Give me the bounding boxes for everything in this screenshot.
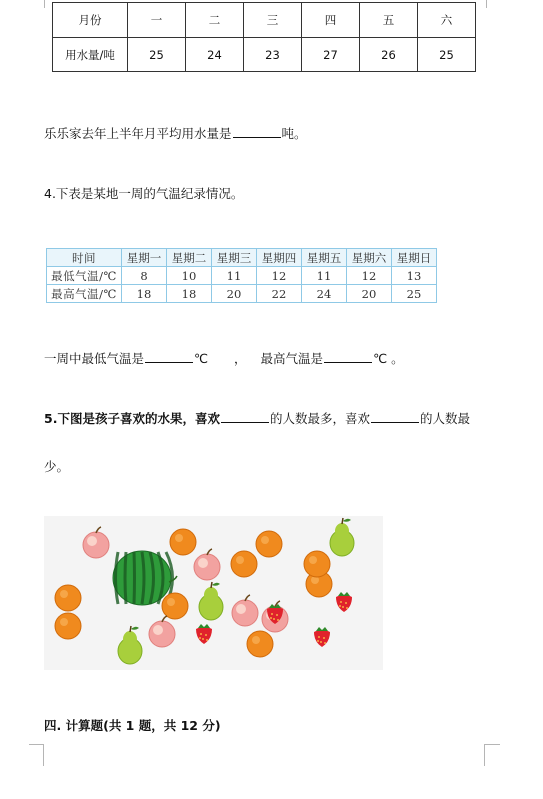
table-cell: 25: [418, 38, 476, 72]
table-cell: 星期六: [347, 249, 392, 267]
orange-icon: [162, 593, 188, 619]
table-cell: 10: [167, 267, 212, 285]
page-corner-mark: [484, 744, 499, 766]
table-cell: 25: [392, 285, 437, 303]
orange-icon: [55, 585, 81, 611]
separator-text: ，: [234, 351, 247, 366]
table-cell: 22: [257, 285, 302, 303]
question-text: 吨。: [281, 126, 307, 141]
question-text: 乐乐家去年上半年月平均用水量是: [44, 126, 232, 141]
table-cell: 27: [302, 38, 360, 72]
question-5-line-1: [44, 409, 470, 427]
table-cell: 24: [302, 285, 347, 303]
apple-icon: [194, 549, 220, 580]
pear-icon: [118, 626, 142, 664]
question-4-title: [44, 184, 243, 202]
table-cell: 12: [257, 267, 302, 285]
table-cell: 26: [360, 38, 418, 72]
table-cell: 用水量/吨: [53, 38, 128, 72]
apple-icon: [232, 595, 258, 626]
table-cell: 11: [302, 267, 347, 285]
pear-icon: [330, 518, 354, 556]
apple-icon: [149, 616, 175, 647]
unit-text: ℃: [194, 351, 209, 366]
table-cell: 13: [392, 267, 437, 285]
question-text: 4.下表是某地一周的气温纪录情况。: [44, 186, 244, 201]
table-cell: 8: [122, 267, 167, 285]
table-row: [47, 285, 437, 303]
section-4-title: [44, 716, 221, 734]
fruit-illustration: [44, 516, 383, 670]
table-cell: 11: [212, 267, 257, 285]
strawberry-icon: [336, 592, 352, 612]
table-cell: 25: [128, 38, 186, 72]
question-text: 的人数最: [419, 411, 470, 426]
table-cell: 三: [244, 3, 302, 38]
table-cell: 五: [360, 3, 418, 38]
table-cell: 24: [186, 38, 244, 72]
question-text: 少。: [44, 459, 70, 474]
table-cell: 一: [128, 3, 186, 38]
strawberry-icon: [314, 627, 330, 647]
temperature-table: [46, 248, 437, 303]
question-text: 5.下图是孩子喜欢的水果，喜欢: [44, 411, 220, 426]
table-cell: 二: [186, 3, 244, 38]
orange-icon: [231, 551, 257, 577]
table-cell: 12: [347, 267, 392, 285]
page-corner-mark: [30, 0, 45, 8]
orange-icon: [170, 529, 196, 555]
page-corner-mark: [484, 744, 500, 745]
table-cell: 20: [212, 285, 257, 303]
water-usage-table: [52, 2, 476, 72]
page-corner-mark: [29, 744, 44, 766]
apple-icon: [83, 527, 109, 558]
table-row: [53, 38, 476, 72]
table-cell: 星期四: [257, 249, 302, 267]
table-row: [47, 249, 437, 267]
orange-icon: [55, 613, 81, 639]
orange-icon: [247, 631, 273, 657]
table-cell: 星期五: [302, 249, 347, 267]
table-cell: 星期二: [167, 249, 212, 267]
orange-icon: [304, 551, 330, 577]
answer-blank[interactable]: [145, 351, 193, 363]
question-5-line-2: [44, 457, 69, 475]
table-cell: 最高气温/℃: [47, 285, 122, 303]
answer-blank[interactable]: [221, 411, 269, 423]
question-text: 最高气温是: [260, 351, 324, 366]
table-cell: 20: [347, 285, 392, 303]
answer-blank[interactable]: [371, 411, 419, 423]
answer-blank[interactable]: [324, 351, 372, 363]
answer-blank[interactable]: [233, 126, 281, 138]
table-cell: 18: [122, 285, 167, 303]
unit-text: ℃ 。: [373, 351, 404, 366]
question-text: 的人数最多，喜欢: [269, 411, 370, 426]
table-cell: 四: [302, 3, 360, 38]
page-corner-mark: [29, 744, 43, 745]
table-row: [47, 267, 437, 285]
table-cell: 月份: [53, 3, 128, 38]
fruit-picture: [44, 516, 383, 670]
average-question: [44, 124, 307, 142]
section-title: 四. 计算题(共 1 题，共 12 分): [44, 718, 221, 733]
table-cell: 六: [418, 3, 476, 38]
table-cell: 星期三: [212, 249, 257, 267]
pear-icon: [199, 582, 223, 620]
orange-icon: [256, 531, 282, 557]
question-4-answer: [44, 349, 404, 367]
strawberry-icon: [196, 624, 212, 644]
question-text: 一周中最低气温是: [44, 351, 145, 366]
table-cell: 时间: [47, 249, 122, 267]
table-cell: 最低气温/℃: [47, 267, 122, 285]
table-cell: 18: [167, 285, 212, 303]
table-cell: 星期一: [122, 249, 167, 267]
table-cell: 星期日: [392, 249, 437, 267]
table-cell: 23: [244, 38, 302, 72]
page-corner-mark: [486, 0, 501, 8]
table-row: [53, 3, 476, 38]
